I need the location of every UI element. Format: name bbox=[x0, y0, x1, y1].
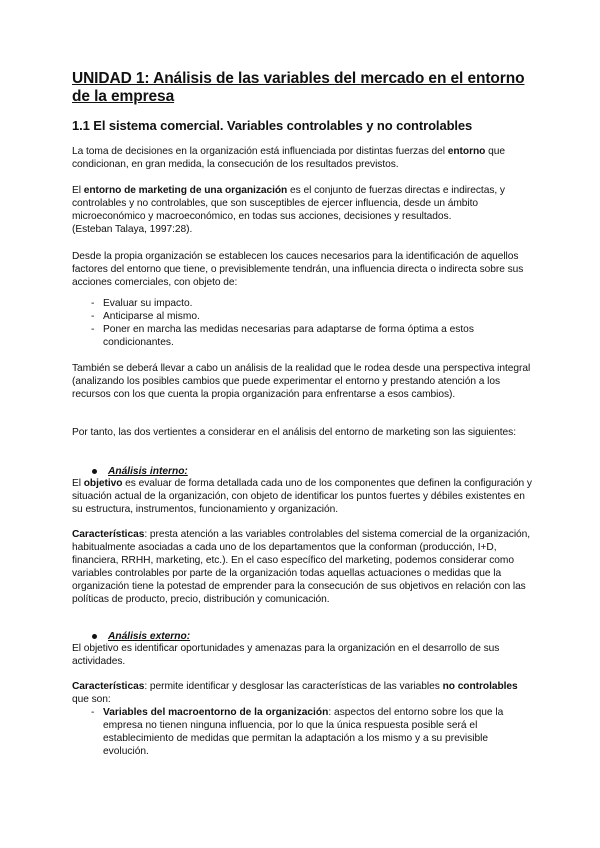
paragraph-vertientes: Por tanto, las dos vertientes a considerar en el análisis del entorno de marketing son las siguientes: bbox=[72, 427, 516, 438]
paragraph-cauces: Desde la propia organización se establecen los cauces necesarios para la identificación de aquellos factores del entorno que tiene, o previsiblemente tendrán, una influencia directa o indirecta sobre sus acciones comerciales, con objeto de: bbox=[72, 251, 524, 288]
analisis-externo-heading: Análisis externo: bbox=[108, 631, 191, 642]
list-item: - Variables del macroentorno de la organización: aspectos del entorno sobre los que la empresa no tienen ninguna influencia, por lo que la única respuesta posible será el establecimiento de medidas que permitan la adaptación a los mismo y a su previsible evolución. bbox=[91, 707, 504, 757]
objectives-list bbox=[72, 297, 534, 349]
section-title: 1.1 El sistema comercial. Variables controlables y no controlables bbox=[72, 118, 473, 133]
list-item: - Poner en marcha las medidas necesarias para adaptarse de forma óptima a estos condicionantes. bbox=[91, 324, 474, 348]
paragraph-externo-objetivo: El objetivo es identificar oportunidades y amenazas para la organización en el desarrollo de sus actividades. bbox=[72, 643, 500, 667]
macroentorno-list bbox=[72, 706, 534, 758]
bullet-icon bbox=[92, 469, 97, 474]
paragraph-interno-objetivo: El objetivo es evaluar de forma detallada cada uno de los componentes que definen la configuración y situación actual de la organización, con objeto de identificar los puntos fuertes y débiles existentes en su estructura, instrumentos, funcionamiento y organización. bbox=[72, 478, 532, 515]
bullet-icon bbox=[92, 634, 97, 639]
paragraph-externo-caracteristicas: Características: permite identificar y desglosar las características de las variables no controlables que son: bbox=[72, 681, 518, 705]
unit-title: UNIDAD 1: Análisis de las variables del mercado en el entorno de la empresa bbox=[72, 70, 525, 105]
list-item: - Evaluar su impacto. bbox=[91, 298, 193, 309]
paragraph-analisis-integral: También se deberá llevar a cabo un análisis de la realidad que le rodea desde una perspectiva integral (analizando los posibles cambios que puede experimentar el entorno y prestando atención a los recursos con los que cuenta la propia organización para enfrentarse a esos cambios). bbox=[72, 363, 531, 400]
paragraph-entorno-definition: El entorno de marketing de una organización es el conjunto de fuerzas directas e indirectas, y controlables y no controlables, que son susceptibles de ejercer influencia, desde un ámbito microeconómico y macroeconómico, en todas sus acciones, decisiones y resultados. (Esteban Talaya, 1997:28). bbox=[72, 185, 505, 235]
paragraph-interno-caracteristicas: Características: presta atención a las variables controlables del sistema comercial de la organización, habitualmente asociadas a cada uno de los departamentos que la conforman (producción, I+D, financiera, RRHH, marketing, etc.). En el caso específico del marketing, podemos considerar como variables controlables por parte de la organización todas aquellas actuaciones o medidas que la organización tiene la potestad de emprender para la consecución de sus objetivos en relación con las políticas de producto, precio, distribución y comunicación. bbox=[72, 529, 531, 605]
citation: (Esteban Talaya, 1997:28). bbox=[72, 224, 193, 235]
list-item: - Anticiparse al mismo. bbox=[91, 311, 200, 322]
analisis-interno-heading: Análisis interno: bbox=[108, 466, 188, 477]
paragraph-entorno-intro: La toma de decisiones en la organización está influenciada por distintas fuerzas del entorno que condicionan, en gran medida, la consecución de los resultados previstos. bbox=[72, 146, 505, 170]
